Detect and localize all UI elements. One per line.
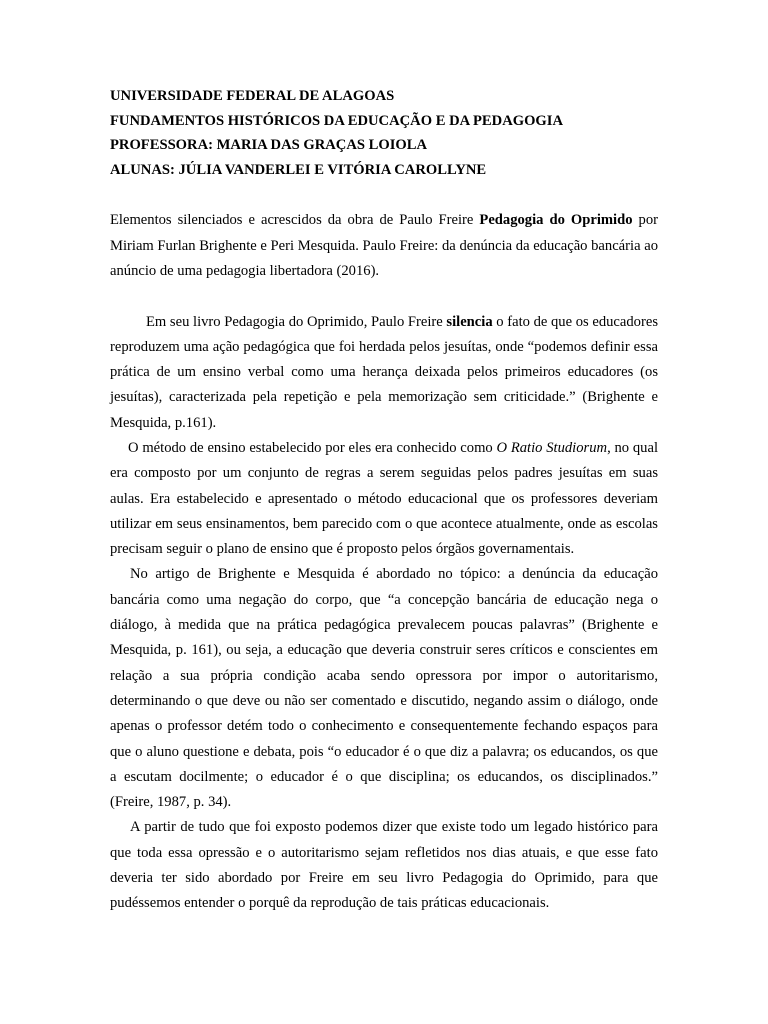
students-names: ALUNAS: JÚLIA VANDERLEI E VITÓRIA CAROLLYNE [110, 161, 487, 178]
paragraph-1-end: o fato de que os educadores reproduzem uma ação pedagógica que foi herdada pelos jesuítas, onde “podemos definir essa prática de um ensino verbal como uma herança deixada pelos primeiros educadores (os jesuítas), caracterizada pela repetição e pela memorização sem criticidade.” (Brighente e Mesquida, p.161). [110, 313, 658, 431]
essay-body [110, 310, 658, 917]
course-name: FUNDAMENTOS HISTÓRICOS DA EDUCAÇÃO E DA PEDAGOGIA [110, 112, 564, 129]
paragraph-1-bold-word: silencia [446, 313, 493, 330]
paragraph-1 [110, 310, 658, 436]
document-header [110, 84, 658, 182]
paragraph-4: A partir de tudo que foi exposto podemos dizer que existe todo um legado histórico para que toda essa opressão e o autoritarismo sejam refletidos nos dias atuais, e que esse fato deveria ter sido abordado por Freire em seu livro Pedagogia do Oprimido, para que pudéssemos entender o porquê da reprodução de tais práticas educacionais. [110, 819, 658, 912]
reference-text-end: por Miriam Furlan Brighente e Peri Mesquida. Paulo Freire: da denúncia da educação bancária ao anúncio de uma pedagogia libertadora (2016). [110, 212, 658, 279]
paragraph-3: No artigo de Brighente e Mesquida é abordado no tópico: a denúncia da educação bancária como uma negação do corpo, que “a concepção bancária de educação nega o diálogo, à medida que na prática pedagógica prevalecem poucas palavras” (Brighente e Mesquida, p. 161), ou seja, a educação que deveria construir seres críticos e conscientes em relação a sua própria condição acaba sendo opressora por impor o autoritarismo, determinando o que deve ou não ser comentado e discutido, negando assim o diálogo, onde apenas o professor detém todo o conhecimento e consequentemente fechando espaços para que o aluno questione e debata, pois “o educador é o que diz a palavra; os educandos, os que a escutam docilmente; o educador é o que disciplina; os educandos, os disciplinados.” (Freire, 1987, p. 34). [110, 566, 658, 811]
reference-book-title: Pedagogia do Oprimido [479, 212, 633, 228]
paragraph-2-start: O método de ensino estabelecido por eles era conhecido como [128, 439, 497, 456]
reference-text-start: Elementos silenciados e acrescidos da obra de Paulo Freire [110, 212, 480, 228]
paragraph-2-end: , no qual era composto por um conjunto de regras a serem seguidas pelos padres jesuítas em suas aulas. Era estabelecido e apresentado o método educacional que os professores deveriam utilizar em seus ensinamentos, bem parecido com o que acontece atualmente, onde as escolas precisam seguir o plano de ensino que é proposto pelos órgãos governamentais. [110, 439, 658, 558]
paragraph-2-italic-term: O Ratio Studiorum [496, 439, 608, 456]
university-name: UNIVERSIDADE FEDERAL DE ALAGOAS [110, 88, 395, 104]
paragraph-1-start: Em seu livro Pedagogia do Oprimido, Paulo Freire [146, 313, 447, 330]
reference-paragraph [110, 208, 658, 285]
paragraph-2 [110, 436, 658, 562]
professor-name: PROFESSORA: MARIA DAS GRAÇAS LOIOLA [110, 137, 428, 153]
